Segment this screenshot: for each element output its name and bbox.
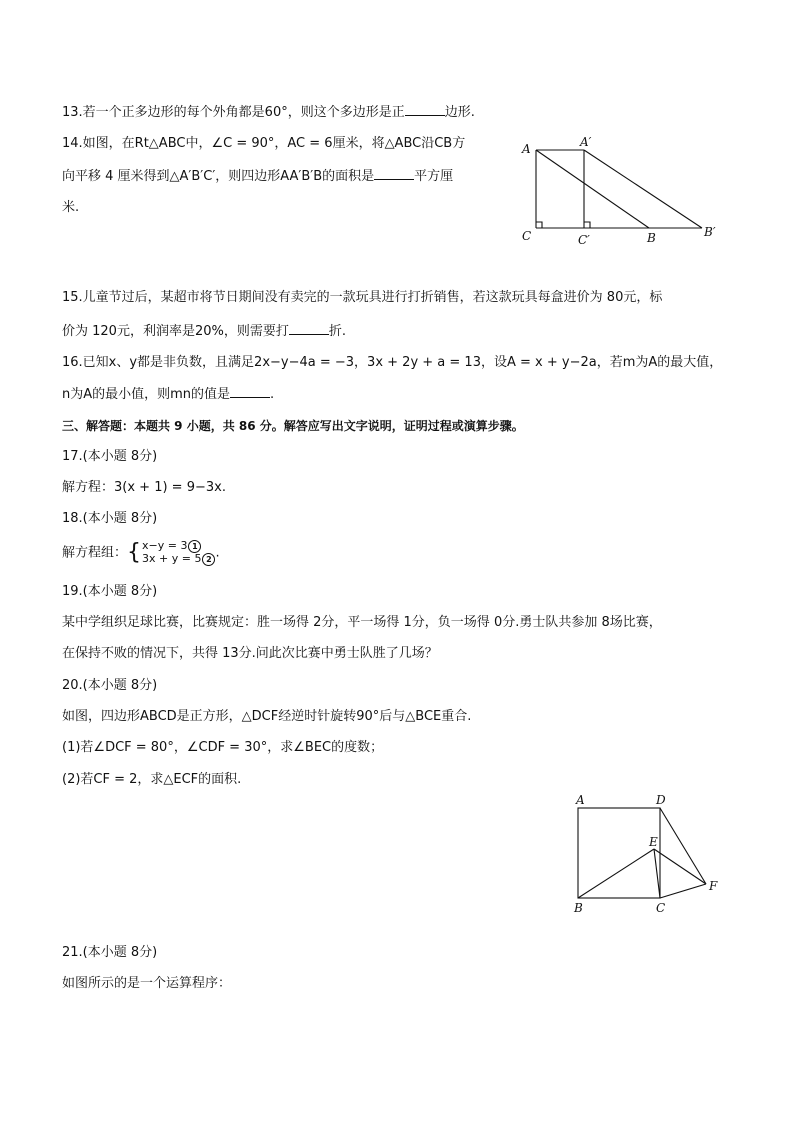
- segment-DF: [660, 808, 706, 884]
- q13-text: 13.若一个正多边形的每个外角都是60°，则这个多边形是正: [62, 105, 405, 120]
- eq1: x−y = 3: [142, 539, 188, 552]
- q16-line2a: n为A的最小值，则mn的值是: [62, 387, 231, 402]
- segment-EF: [654, 849, 706, 884]
- q13-answer-blank[interactable]: [405, 103, 445, 116]
- q13-tail: 边形.: [444, 105, 475, 120]
- translation-figure: [516, 132, 726, 250]
- right-angle-mark-C2: [584, 222, 590, 228]
- q18-end: .: [215, 545, 220, 561]
- label-A2: A′: [580, 135, 592, 149]
- square-figure: [566, 792, 726, 916]
- q21-head: 21.(本小题 8分): [62, 945, 158, 960]
- section3-heading: 三、解答题：本题共 9 小题，共 86 分。解答应写出文字说明，证明过程或演算步骤。: [62, 419, 524, 433]
- q14-line2: [62, 167, 453, 186]
- q16-answer-blank[interactable]: [230, 385, 270, 398]
- q18-prefix: 解方程组：: [62, 545, 128, 561]
- label-B: B: [647, 231, 656, 245]
- label-B2: B′: [704, 225, 716, 239]
- label-C: C: [656, 901, 666, 915]
- q19-head: 19.(本小题 8分): [62, 584, 158, 599]
- segment-CF: [660, 884, 706, 898]
- equation-system: [127, 540, 215, 566]
- q16-line2b: .: [270, 387, 275, 402]
- q15-line2b: 折.: [328, 324, 346, 339]
- q14-line2b: 平方厘: [414, 169, 454, 184]
- label-A: A: [522, 142, 531, 156]
- segment-BE: [578, 849, 654, 898]
- q14-line3: 米.: [62, 200, 80, 215]
- q14-line2a: 向平移 4 厘米得到△A′B′C′，则四边形AA′B′B的面积是: [62, 169, 375, 184]
- label-B: B: [574, 901, 583, 915]
- label-D: D: [656, 793, 666, 807]
- q14-answer-blank[interactable]: [374, 167, 414, 180]
- q14-line1: 14.如图，在Rt△ABC中，∠C = 90°，AC = 6厘米，将△ABC沿CB方: [62, 136, 466, 151]
- q15-line2: [62, 322, 346, 341]
- q16-line1: 16.已知x、y都是非负数，且满足2x−y−4a = −3，3x + 2y + a = 13，设A = x + y−2a，若m为A的最大值，: [62, 355, 723, 370]
- label-E: E: [649, 835, 658, 849]
- segment-EC: [654, 849, 660, 898]
- q19-line2: 在保持不败的情况下，共得 13分.问此次比赛中勇士队胜了几场？: [62, 646, 438, 661]
- eq2-row: [142, 553, 215, 566]
- q20-line2: (1)若∠DCF = 80°，∠CDF = 30°，求∠BEC的度数；: [62, 740, 384, 755]
- segment-AB: [536, 150, 649, 228]
- q16-line2: [62, 385, 274, 404]
- q19-line1: 某中学组织足球比赛，比赛规定：胜一场得 2分，平一场得 1分，负一场得 0分.勇士队共参加 8场比赛，: [62, 615, 662, 630]
- q21-body: 如图所示的是一个运算程序：: [62, 976, 232, 991]
- circled-1: 1: [188, 540, 201, 553]
- q15-answer-blank[interactable]: [289, 322, 329, 335]
- label-C2: C′: [578, 233, 590, 247]
- q18-head: 18.(本小题 8分): [62, 511, 158, 526]
- q17-head: 17.(本小题 8分): [62, 449, 158, 464]
- brace: {: [127, 540, 142, 565]
- label-C: C: [522, 229, 532, 243]
- q15-line2a: 价为 120元，利润率是20%，则需要打: [62, 324, 289, 339]
- q20-line1: 如图，四边形ABCD是正方形，△DCF经逆时针旋转90°后与△BCE重合.: [62, 709, 472, 724]
- circled-2: 2: [202, 553, 215, 566]
- eq2: 3x + y = 5: [142, 552, 202, 565]
- q20-head: 20.(本小题 8分): [62, 678, 158, 693]
- segment-A2B2: [584, 150, 702, 228]
- q17-body: 解方程：3(x + 1) = 9−3x.: [62, 480, 226, 495]
- q13-line: [62, 103, 475, 122]
- q18-body: [62, 540, 220, 567]
- q20-line3: (2)若CF = 2，求△ECF的面积.: [62, 772, 242, 787]
- right-angle-mark-C: [536, 222, 542, 228]
- label-A: A: [576, 793, 585, 807]
- label-F: F: [709, 879, 718, 893]
- q15-line1: 15.儿童节过后，某超市将节日期间没有卖完的一款玩具进行打折销售，若这款玩具每盒进价为 80元，标: [62, 290, 663, 305]
